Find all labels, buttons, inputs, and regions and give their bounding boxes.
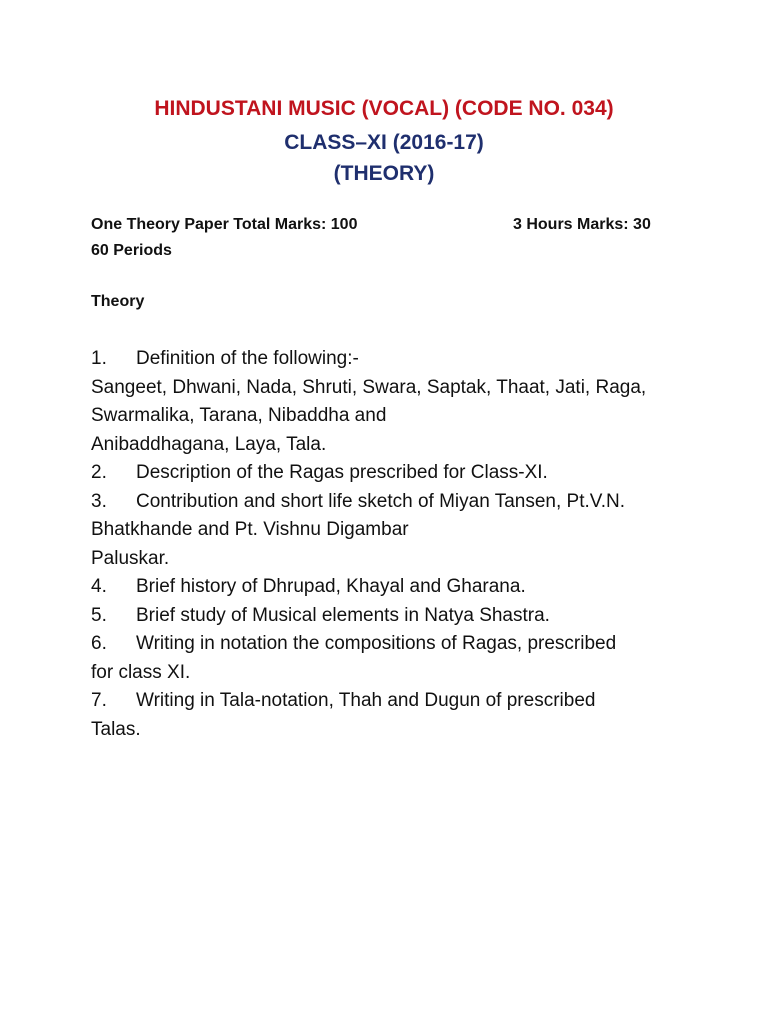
item-text: Brief study of Musical elements in Natya Shastra. bbox=[136, 604, 550, 626]
theory-subtitle: (THEORY) bbox=[333, 162, 435, 185]
hours-marks: 3 Hours Marks: 30 bbox=[513, 216, 651, 233]
list-item-continuation: Talas. bbox=[91, 718, 141, 740]
item-text: Definition of the following:- bbox=[136, 348, 359, 369]
list-item bbox=[91, 630, 691, 659]
list-item-continuation: Paluskar. bbox=[91, 547, 170, 569]
list-item-continuation: Sangeet, Dhwani, Nada, Shruti, Swara, Saptak, Thaat, Jati, Raga, bbox=[91, 376, 647, 398]
list-item bbox=[91, 459, 691, 488]
section-heading: Theory bbox=[91, 293, 145, 310]
item-number: 6. bbox=[91, 633, 107, 654]
list-item bbox=[91, 345, 691, 374]
list-item bbox=[91, 488, 691, 517]
list-item bbox=[91, 602, 691, 631]
syllabus-list bbox=[91, 345, 691, 744]
list-item-continuation: Anibaddhagana, Laya, Tala. bbox=[91, 433, 327, 455]
list-item bbox=[91, 687, 691, 716]
item-number: 7. bbox=[91, 690, 107, 711]
list-item bbox=[91, 573, 691, 602]
item-number: 5. bbox=[91, 604, 107, 626]
list-item-continuation: for class XI. bbox=[91, 661, 191, 683]
item-text: Contribution and short life sketch of Miyan Tansen, Pt.V.N. bbox=[136, 490, 625, 512]
item-text: Writing in Tala-notation, Thah and Dugun of prescribed bbox=[136, 690, 596, 711]
document-title: HINDUSTANI MUSIC (VOCAL) (CODE NO. 034) bbox=[154, 97, 614, 120]
paper-marks: One Theory Paper Total Marks: 100 bbox=[91, 216, 358, 233]
list-item-continuation: Swarmalika, Tarana, Nibaddha and bbox=[91, 405, 387, 426]
item-text: Brief history of Dhrupad, Khayal and Gharana. bbox=[136, 576, 526, 597]
item-number: 2. bbox=[91, 462, 107, 483]
list-item-continuation: Bhatkhande and Pt. Vishnu Digambar bbox=[91, 519, 409, 540]
item-number: 3. bbox=[91, 490, 107, 512]
item-text: Description of the Ragas prescribed for Class-XI. bbox=[136, 462, 548, 483]
periods: 60 Periods bbox=[91, 242, 172, 259]
item-number: 1. bbox=[91, 348, 107, 369]
class-subtitle: CLASS–XI (2016-17) bbox=[284, 131, 484, 154]
item-text: Writing in notation the compositions of Ragas, prescribed bbox=[136, 633, 617, 654]
item-number: 4. bbox=[91, 576, 107, 597]
